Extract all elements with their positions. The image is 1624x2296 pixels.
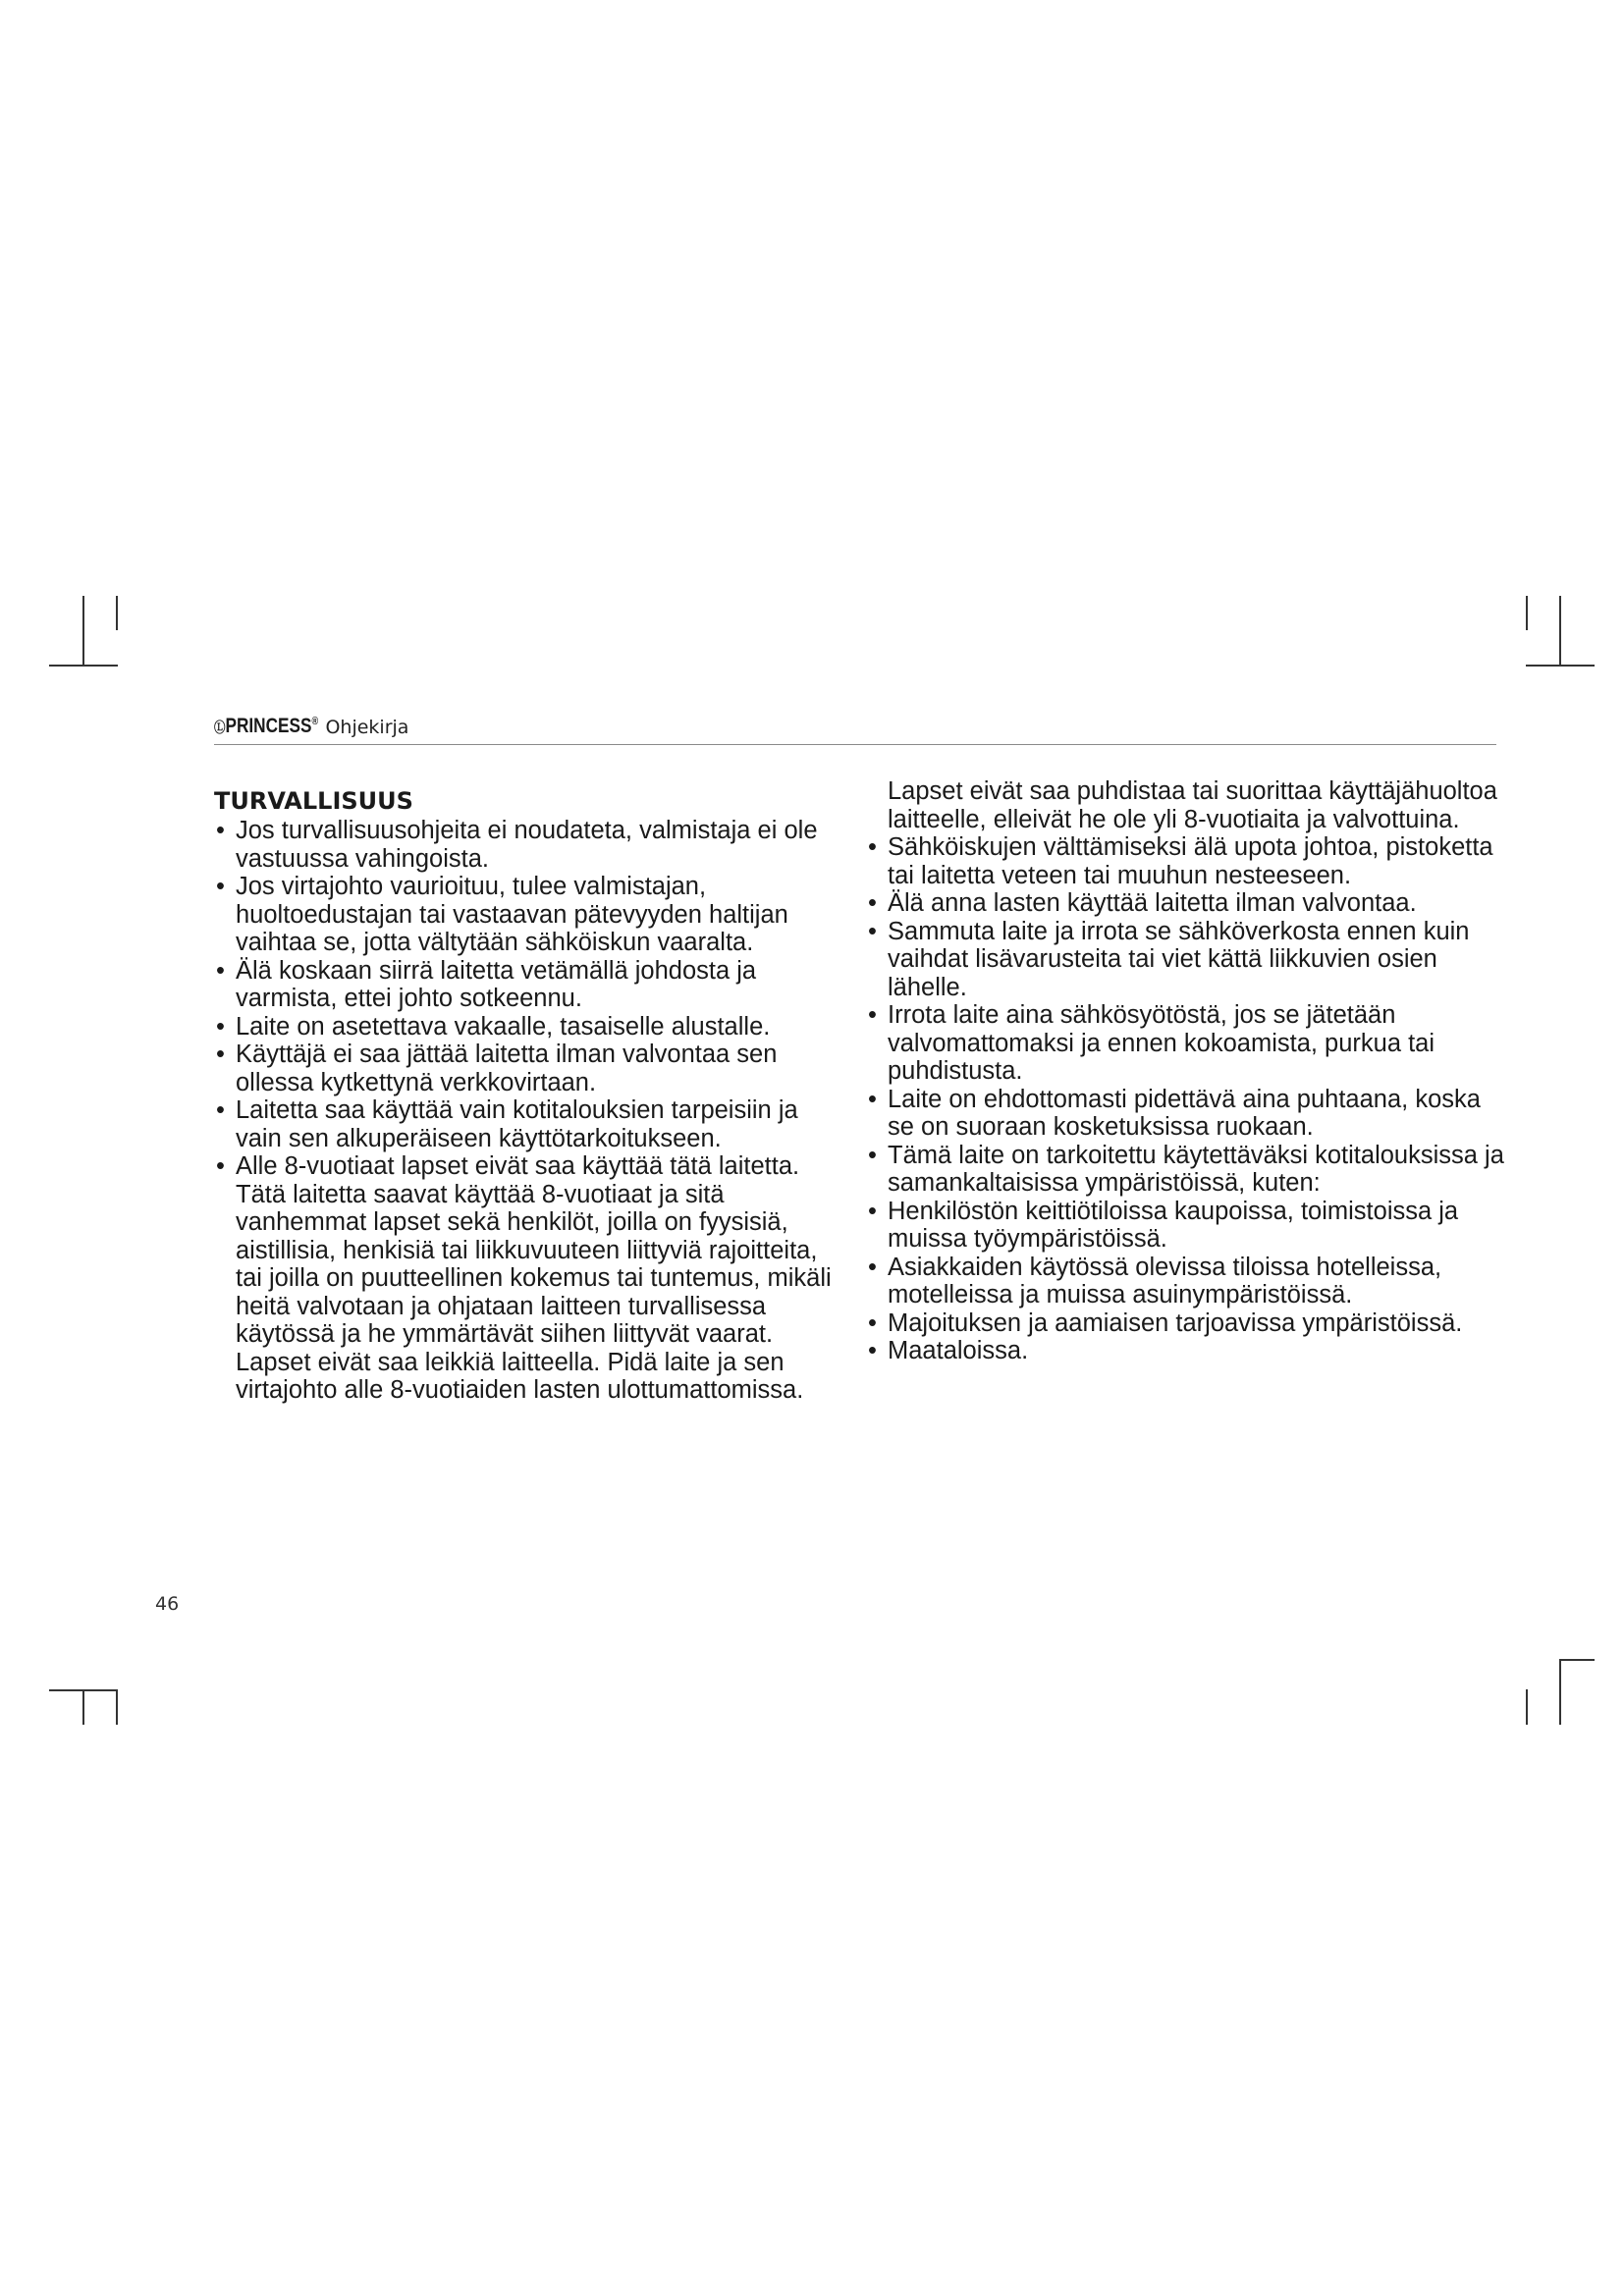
crop-mark bbox=[116, 1689, 118, 1725]
list-item: • Laite on ehdottomasti pidettävä aina puhtaana, koska se on suoraan kosketuksissa ruokaan. bbox=[866, 1086, 1504, 1142]
list-item: • Sammuta laite ja irrota se sähköverkosta ennen kuin vaihdat lisävarusteita tai viet kättä liikkuvien osien lähelle. bbox=[866, 918, 1504, 1002]
list-item: • Maataloissa. bbox=[866, 1337, 1504, 1365]
crop-mark bbox=[116, 596, 118, 630]
list-item: • Sähköiskujen välttämiseksi älä upota johtoa, pistoketta tai laitetta veteen tai muuhun nesteeseen. bbox=[866, 833, 1504, 889]
crop-mark bbox=[82, 596, 84, 665]
list-item: • Irrota laite aina sähkösyötöstä, jos se jätetään valvomattomaksi ja ennen kokoamista, purkua tai puhdistusta. bbox=[866, 1001, 1504, 1086]
list-item: • Tämä laite on tarkoitettu käytettäväksi kotitalouksissa ja samankaltaisissa ympäristöissä, kuten: bbox=[866, 1142, 1504, 1198]
crop-mark bbox=[1526, 1689, 1528, 1725]
crop-mark bbox=[1559, 1659, 1595, 1661]
list-item: • Asiakkaiden käytössä olevissa tiloissa hotelleissa, motelleissa ja muissa asuinympäristöissä. bbox=[866, 1254, 1504, 1309]
list-item: • Älä koskaan siirrä laitetta vetämällä johdosta ja varmista, ettei johto sotkeennu. bbox=[214, 957, 842, 1013]
page-header bbox=[214, 709, 408, 738]
brand-mark-icon: Ⓛ bbox=[214, 720, 226, 735]
left-column bbox=[214, 787, 842, 1405]
header-subtitle: Ohjekirja bbox=[325, 717, 409, 738]
continued-paragraph: Lapset eivät saa puhdistaa tai suorittaa käyttäjähuoltoa laitteelle, elleivät he ole yli 8-vuotiaita ja valvottuina. bbox=[888, 777, 1497, 833]
brand-name: PRINCESS bbox=[225, 715, 312, 737]
list-item: • Älä anna lasten käyttää laitetta ilman valvontaa. bbox=[866, 889, 1504, 918]
brand-logo bbox=[214, 715, 318, 738]
list-item: • Jos turvallisuusohjeita ei noudateta, valmistaja ei ole vastuussa vahingoista. bbox=[214, 817, 842, 873]
crop-mark bbox=[49, 665, 118, 667]
crop-mark bbox=[1526, 665, 1595, 667]
registered-icon: ® bbox=[311, 716, 319, 727]
safety-list-right bbox=[866, 833, 1504, 1365]
crop-mark bbox=[82, 1689, 84, 1725]
header-rule bbox=[214, 744, 1496, 745]
list-item: • Henkilöstön keittiötiloissa kaupoissa, toimistoissa ja muissa työympäristöissä. bbox=[866, 1198, 1504, 1254]
list-item: • Käyttäjä ei saa jättää laitetta ilman valvontaa sen ollessa kytkettynä verkkovirtaan. bbox=[214, 1041, 842, 1096]
page-number: 46 bbox=[155, 1593, 180, 1615]
section-heading: TURVALLISUUS bbox=[214, 787, 413, 815]
list-item: • Laitetta saa käyttää vain kotitalouksien tarpeisiin ja vain sen alkuperäiseen käyttötarkoitukseen. bbox=[214, 1096, 842, 1152]
safety-list-left bbox=[214, 817, 842, 1405]
crop-mark bbox=[1559, 1659, 1561, 1725]
crop-mark bbox=[1559, 596, 1561, 665]
list-item: • Alle 8-vuotiaat lapset eivät saa käyttää tätä laitetta. Tätä laitetta saavat käyttää 8-vuotiaat ja sitä vanhemmat lapset sekä henkilöt, joilla on fyysisiä, aistillisia, henkisiä tai liikkuvuuteen liittyviä rajoitteita, tai joilla on puutteellinen kokemus tai tuntemus, mikäli heitä valvotaan ja ohjataan laitteen turvallisessa käytössä ja he ymmärtävät siihen liittyvät vaarat. Lapset eivät saa leikkiä laitteella. Pidä laite ja sen virtajohto alle 8-vuotiaiden lasten ulottumattomissa. bbox=[214, 1152, 842, 1405]
right-column bbox=[866, 777, 1504, 1365]
crop-mark bbox=[1526, 596, 1528, 630]
list-item: • Laite on asetettava vakaalle, tasaiselle alustalle. bbox=[214, 1013, 842, 1041]
list-item: • Majoituksen ja aamiaisen tarjoavissa ympäristöissä. bbox=[866, 1309, 1504, 1338]
list-item: • Jos virtajohto vaurioituu, tulee valmistajan, huoltoedustajan tai vastaavan pätevyyden haltijan vaihtaa se, jotta vältytään sähköiskun vaaralta. bbox=[214, 873, 842, 957]
